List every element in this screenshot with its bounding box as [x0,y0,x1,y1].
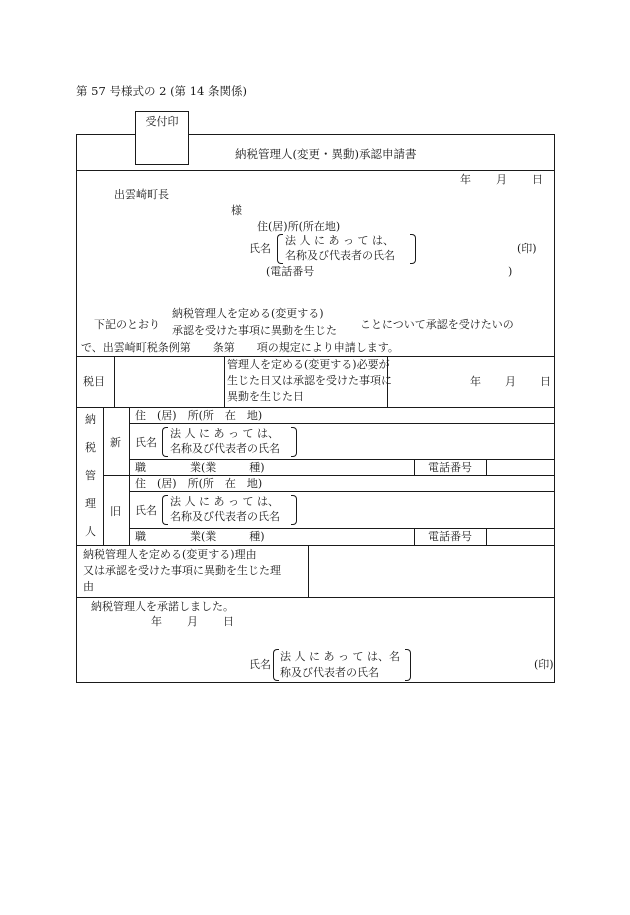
old-corp-note-1: 法 人 に あ っ て は、 [170,495,279,508]
divider [103,407,104,545]
applicant-phone-close: ) [508,265,513,278]
consent-corp-note-1: 法 人 に あ っ て は、名 [280,650,400,663]
consent-name-label: 氏名 [249,658,271,671]
consent-corp-note-2: 称及び代表者の氏名 [280,666,379,679]
brace-left [162,427,168,457]
honorific: 様 [231,204,242,217]
statement-prefix: 下記のとおり [94,318,160,331]
statement-option-2: 承認を受けた事項に異動を生じた [172,324,337,337]
consent-text: 納税管理人を承諾しました。 [91,600,234,613]
applicant-corp-note-1: 法 人 に あ っ て は、 [285,234,394,247]
old-phone-label: 電話番号 [428,530,472,543]
divider [77,407,554,408]
consent-month: 月 [187,615,198,628]
brace-left [277,234,283,264]
divider [414,459,415,475]
reason-line-3: 由 [83,580,94,593]
reason-date-day: 日 [540,375,551,388]
divider [486,459,487,475]
brace-right [410,234,416,264]
applicant-seal: (印) [517,242,537,255]
new-phone-label: 電話番号 [428,461,472,474]
divider [129,459,554,460]
new-corp-note-2: 名称及び代表者の氏名 [170,442,280,455]
new-corp-note-1: 法 人 に あ っ て は、 [170,427,279,440]
reason-line-1: 納税管理人を定める(変更する)理由 [83,548,257,561]
brace-right [291,427,297,457]
statement-option-1: 納税管理人を定める(変更する) [172,307,324,320]
stamp-label: 受付印 [145,115,179,128]
addressee: 出雲崎町長 [114,188,169,201]
reception-stamp-box [135,111,189,165]
divider [129,528,554,529]
brace-right [405,649,411,681]
manager-label-char: 税 [85,441,96,454]
date-month: 月 [496,173,507,186]
new-name-label: 氏名 [135,436,157,449]
old-name-label: 氏名 [135,504,157,517]
form-title: 納税管理人(変更・異動)承認申請書 [235,147,417,161]
tax-item-label: 税目 [83,375,105,388]
brace-right [291,495,297,525]
divider [486,528,487,545]
divider [103,475,554,476]
old-address-label: 住 (居) 所(所 在 地) [135,477,263,490]
manager-label-char: 納 [85,413,96,426]
reason-date-label-1: 管理人を定める(変更する)必要が [227,358,390,371]
old-occupation-label: 職 業(業 種) [135,530,265,543]
manager-label-char: 人 [85,525,96,538]
divider [77,545,554,546]
divider [77,170,554,171]
divider [114,356,115,407]
applicant-address-label: 住(居)所(所在地) [257,220,341,233]
applicant-name-label: 氏名 [249,242,271,255]
old-manager-label: 旧 [110,505,121,518]
brace-left [273,649,279,681]
manager-label-char: 管 [85,469,96,482]
statement-line-2: で、出雲崎町税条例第 条第 項の規定により申請します。 [81,341,399,354]
manager-label-char: 理 [85,497,96,510]
new-manager-label: 新 [110,436,121,449]
statement-suffix: ことについて承認を受けたいの [360,318,514,331]
date-year: 年 [460,173,471,186]
application-form [76,115,555,683]
form-number: 第 57 号様式の 2 (第 14 条関係) [76,84,247,98]
consent-year: 年 [151,615,162,628]
applicant-phone-label: (電話番号 [266,265,315,278]
date-day: 日 [532,173,543,186]
reason-date-label-3: 異動を生じた日 [227,390,304,403]
divider [224,356,225,407]
applicant-corp-note-2: 名称及び代表者の氏名 [285,249,395,262]
consent-day: 日 [223,615,234,628]
reason-date-label-2: 生じた日又は承認を受けた事項に [227,374,392,387]
reason-line-2: 又は承認を受けた事項に異動を生じた理 [83,564,281,577]
new-address-label: 住 (居) 所(所 在 地) [135,409,263,422]
divider [77,597,554,598]
reason-date-year: 年 [470,375,481,388]
brace-left [162,495,168,525]
reason-date-month: 月 [505,375,516,388]
divider [129,407,130,545]
new-occupation-label: 職 業(業 種) [135,461,265,474]
divider [77,356,554,357]
old-corp-note-2: 名称及び代表者の氏名 [170,510,280,523]
divider [308,545,309,597]
divider [414,528,415,545]
consent-seal: (印) [534,658,554,671]
divider [129,423,554,424]
divider [129,491,554,492]
